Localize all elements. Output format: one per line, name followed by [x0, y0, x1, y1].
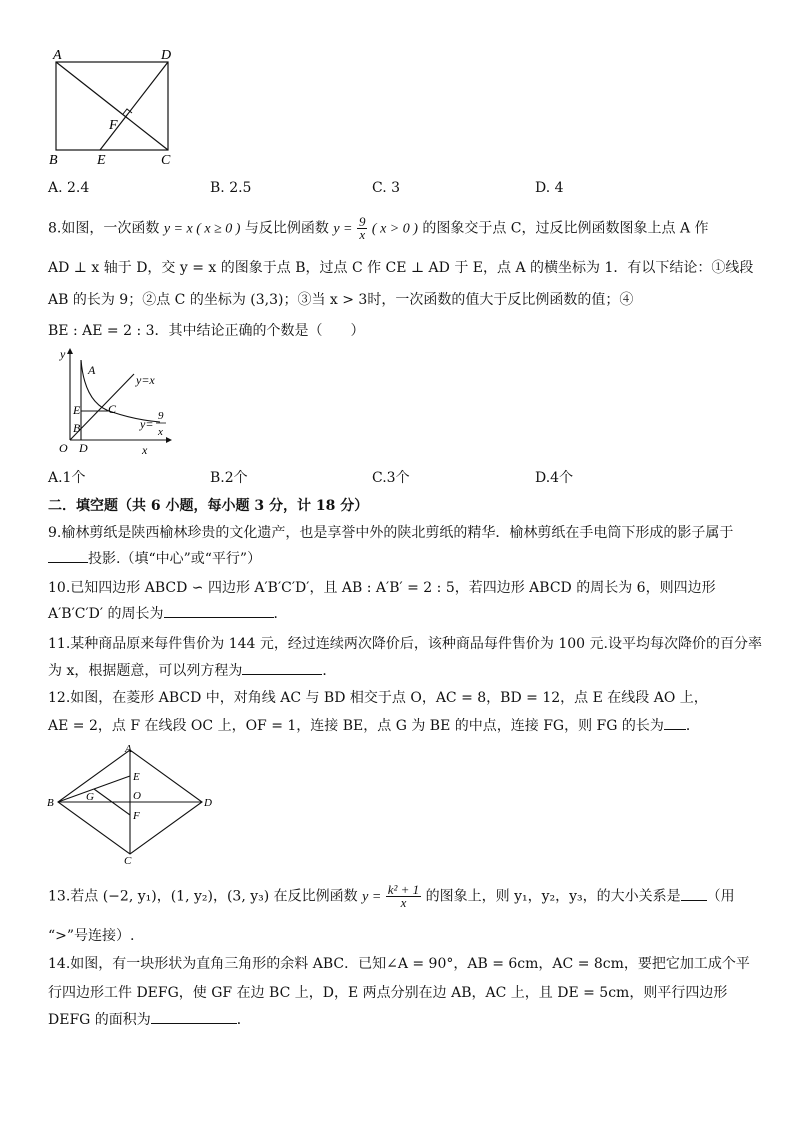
q8-line1-d: 的图象交于点 C，过反比例函数图象上点 A 作	[422, 220, 709, 237]
q12-line2-end: ．	[685, 718, 700, 734]
q8-label-yeq: y=	[140, 417, 154, 431]
q8-option-d: D.4个	[535, 470, 574, 486]
q8-line1: 8.如图，一次函数 y = x ( x ≥ 0 ) 与反比例函数 y = $\frac{9}{x}$ ( x > 0 ) 的图象交于点 C，过反比例函数图象上点 A 作	[48, 214, 709, 242]
q7-label-B: B	[49, 153, 58, 168]
q8-label-C: C	[108, 402, 117, 416]
q8-line1-a: 8.如图，一次函数	[48, 220, 160, 237]
q14-line2: 行四边形工件 DEFG，使 GF 在边 BC 上，D，E 两点分别在边 AB，AC 上，且 DE = 5cm，则平行四边形	[48, 985, 728, 1001]
q8-option-a: A.1个	[48, 470, 86, 486]
q8-label-xden: x	[158, 426, 163, 438]
q12-label-O: O	[133, 790, 141, 802]
q14-line3	[48, 1010, 251, 1030]
q8-option-c: C.3个	[372, 470, 410, 486]
q12-line1: 12.如图，在菱形 ABCD 中，对角线 AC 与 BD 相交于点 O，AC = 8，BD = 12，点 E 在线段 AO 上，	[48, 690, 708, 706]
q8-line2: AD ⊥ x 轴于 D，交 y = x 的图象于点 B，过点 C 作 CE ⊥ AD 于 E，点 A 的横坐标为 1．有以下结论：①线段	[48, 260, 754, 276]
q11-line2-text: 为 x，根据题意，可以列方程为	[48, 663, 243, 679]
q10-line2	[48, 604, 288, 624]
q12-label-B: B	[47, 797, 54, 809]
q8-label-nine: 9	[158, 410, 164, 422]
q8-graph-figure	[48, 346, 178, 460]
section-heading-fill-blank: 二．填空题（共 6 小题，每小题 3 分，计 18 分）	[48, 498, 369, 514]
q8-label-B: B	[73, 421, 81, 435]
q12-label-C: C	[124, 855, 132, 866]
q12-label-F: F	[133, 810, 140, 822]
q13-frac-den: x	[400, 895, 407, 910]
q11-line2-end: ．	[322, 663, 337, 679]
q7-label-C: C	[161, 153, 171, 168]
q10-answer-blank[interactable]	[164, 617, 274, 618]
q10-line2-end: ．	[273, 606, 288, 622]
q12-rhombus-figure	[44, 742, 220, 866]
q14-line3-text: DEFG 的面积为	[48, 1012, 151, 1028]
q7-label-A: A	[53, 48, 62, 63]
q12-line2-text: AE = 2，点 F 在线段 OC 上，OF = 1，连接 BE，点 G 为 BE 的中点，连接 FG，则 FG 的长为	[48, 718, 664, 734]
q8-label-D: D	[79, 441, 88, 455]
q13-line1-b: 的图象上，则 y₁，y₂，y₃，的大小关系是	[425, 888, 681, 905]
q8-line1-b: 与反比例函数	[244, 220, 329, 237]
q12-label-D: D	[204, 797, 212, 809]
q13-line1-end: （用	[706, 888, 735, 905]
q8-func1: y = x ( x ≥ 0 )	[163, 221, 241, 237]
q9-line2	[48, 549, 261, 569]
q7-label-F: F	[109, 118, 118, 133]
q13-fraction	[386, 884, 421, 909]
q13-line1: 13.若点 (−2, y₁)，(1, y₂)，(3, y₃) 在反比例函数 y = $\frac{\text{k² + 1}}{x}$ 的图象上，则 y₁，y₂，y₃，的大小关系是 （用	[48, 882, 735, 910]
q13-answer-blank[interactable]	[681, 900, 707, 901]
q8-frac-num: 9	[358, 214, 366, 229]
q7-label-D: D	[161, 48, 172, 63]
q14-line3-end: ．	[236, 1012, 251, 1028]
q8-line1-c: ( x > 0 )	[371, 221, 418, 237]
q12-line2	[48, 716, 700, 736]
q14-line1: 14.如图，有一块形状为直角三角形的余料 ABC．已知∠A = 90°，AB = 6cm，AC = 8cm，要把它加工成个平	[48, 956, 750, 972]
q11-answer-blank[interactable]	[242, 674, 322, 675]
q7-option-c: C. 3	[372, 180, 401, 196]
q10-line2-text: A′B′C′D′ 的周长为	[48, 606, 164, 622]
q10-line1: 10.已知四边形 ABCD ∽ 四边形 A′B′C′D′，且 AB : A′B′ = 2 : 5，若四边形 ABCD 的周长为 6，则四边形	[48, 580, 716, 596]
q12-answer-blank[interactable]	[664, 729, 686, 730]
q11-line2	[48, 661, 336, 681]
q12-label-G: G	[86, 791, 94, 803]
q8-frac-den: x	[359, 227, 366, 242]
q9-line1: 9.榆林剪纸是陕西榆林珍贵的文化遗产，也是享誉中外的陕北剪纸的精华．榆林剪纸在手电筒下形成的影子属于	[48, 525, 734, 541]
q7-option-b: B. 2.5	[210, 180, 252, 196]
q8-label-E: E	[73, 403, 81, 417]
q9-answer-blank[interactable]	[48, 562, 88, 563]
q8-option-b: B.2个	[210, 470, 248, 486]
q8-label-y: y	[60, 347, 66, 361]
q7-label-E: E	[97, 153, 106, 168]
q12-label-A: A	[125, 743, 132, 755]
q11-line1: 11.某种商品原来每件售价为 144 元，经过连续两次降价后，该种商品每件售价为 100 元.设平均每次降价的百分率	[48, 636, 762, 652]
q8-label-A: A	[88, 363, 96, 377]
q8-label-O: O	[59, 441, 68, 455]
q8-label-x: x	[142, 443, 148, 457]
q7-option-a: A. 2.4	[48, 180, 90, 196]
q8-fraction	[357, 216, 368, 241]
q12-label-E: E	[133, 771, 140, 783]
q8-label-yx: y=x	[136, 373, 155, 387]
q7-rectangle-figure	[44, 44, 184, 168]
q14-answer-blank[interactable]	[151, 1023, 237, 1024]
q13-frac-num: k² + 1	[387, 882, 420, 897]
q8-line3: AB 的长为 9；②点 C 的坐标为 (3,3)；③当 x > 3时，一次函数的值大于反比例函数的值；④	[48, 292, 634, 308]
q7-option-d: D. 4	[535, 180, 564, 196]
q13-line1-a: 13.若点 (−2, y₁)，(1, y₂)，(3, y₃) 在反比例函数	[48, 888, 358, 905]
q9-line2-text: 投影.（填“中心”或“平行”）	[88, 551, 262, 567]
q13-line2: “>”号连接）.	[48, 928, 135, 944]
q8-line4: BE : AE = 2 : 3．其中结论正确的个数是（ ）	[48, 323, 365, 339]
